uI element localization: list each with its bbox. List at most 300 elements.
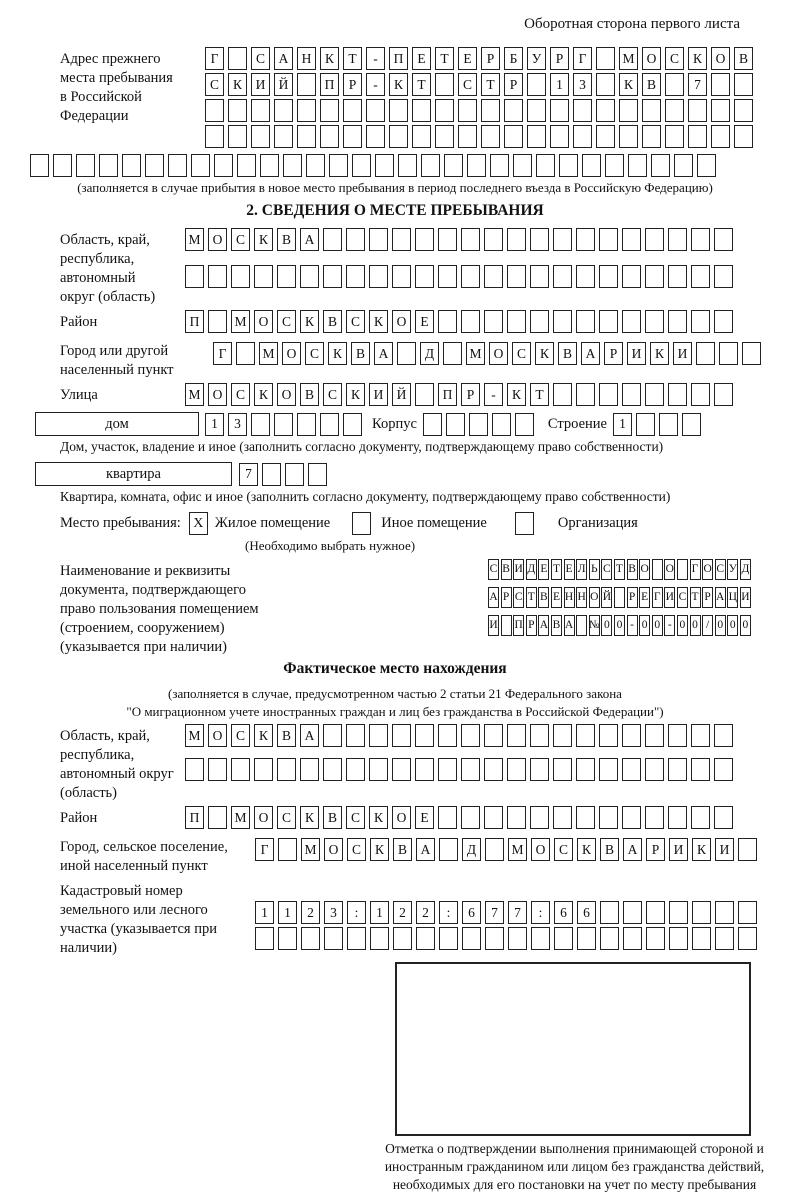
char-cell <box>346 265 365 288</box>
char-cell: А <box>300 724 319 747</box>
char-cell <box>461 228 480 251</box>
char-cell <box>228 99 247 122</box>
document-row-3 <box>488 615 752 636</box>
char-cell: К <box>650 342 669 365</box>
char-cell <box>527 73 546 96</box>
char-cell: В <box>600 838 619 861</box>
char-cell <box>251 125 270 148</box>
char-cell: 1 <box>613 413 632 436</box>
char-cell: 0 <box>690 615 701 636</box>
char-cell <box>375 154 394 177</box>
char-cell <box>527 125 546 148</box>
char-cell <box>530 265 549 288</box>
street-row <box>185 383 737 406</box>
char-cell: О <box>392 310 411 333</box>
char-cell <box>651 154 670 177</box>
cadastre-rows <box>255 901 761 953</box>
char-cell <box>389 99 408 122</box>
region-field <box>30 228 760 307</box>
char-cell <box>461 265 480 288</box>
char-cell <box>622 310 641 333</box>
char-cell <box>515 413 534 436</box>
char-cell: И <box>488 615 499 636</box>
char-cell <box>467 154 486 177</box>
char-cell: К <box>370 838 389 861</box>
char-cell: В <box>734 47 753 70</box>
char-cell: И <box>740 587 751 608</box>
char-cell: 2 <box>416 901 435 924</box>
char-cell <box>734 73 753 96</box>
residential-label: Жилое помещение <box>214 515 331 531</box>
char-cell <box>236 342 255 365</box>
char-cell: 7 <box>688 73 707 96</box>
char-cell <box>619 99 638 122</box>
char-cell <box>576 265 595 288</box>
char-cell: Р <box>702 587 713 608</box>
char-cell <box>553 758 572 781</box>
char-cell: И <box>251 73 270 96</box>
char-cell <box>435 73 454 96</box>
char-cell: Р <box>526 615 537 636</box>
char-cell <box>530 758 549 781</box>
char-cell: В <box>501 559 512 580</box>
char-cell: П <box>185 806 204 829</box>
char-cell <box>692 927 711 950</box>
char-cell <box>484 806 503 829</box>
char-cell <box>642 99 661 122</box>
char-cell <box>573 125 592 148</box>
char-cell: К <box>577 838 596 861</box>
char-cell <box>297 125 316 148</box>
char-cell: Н <box>297 47 316 70</box>
char-cell: А <box>623 838 642 861</box>
char-cell <box>191 154 210 177</box>
char-cell: О <box>489 342 508 365</box>
city-row <box>213 342 765 365</box>
char-cell <box>576 310 595 333</box>
char-cell: 1 <box>550 73 569 96</box>
char-cell <box>438 265 457 288</box>
char-cell <box>668 228 687 251</box>
char-cell <box>738 901 757 924</box>
char-cell: П <box>185 310 204 333</box>
cadastre-row-2 <box>255 927 761 950</box>
char-cell <box>507 265 526 288</box>
char-cell <box>596 47 615 70</box>
char-cell: 2 <box>393 901 412 924</box>
char-cell <box>645 265 664 288</box>
actual-city-label: Город, сельское поселение, иной населенный пункт <box>60 839 228 874</box>
char-cell: Е <box>639 587 650 608</box>
char-cell: Р <box>481 47 500 70</box>
char-cell <box>665 99 684 122</box>
char-cell: О <box>324 838 343 861</box>
char-cell <box>530 228 549 251</box>
char-cell: И <box>664 587 675 608</box>
document-row-1 <box>488 559 752 580</box>
char-cell: № <box>589 615 600 636</box>
district-field <box>30 310 760 336</box>
region-row-2 <box>185 265 737 288</box>
actual-region-row-1 <box>185 724 737 747</box>
char-cell: С <box>554 838 573 861</box>
stay-type-label: Место пребывания: <box>60 515 181 531</box>
char-cell: Р <box>550 47 569 70</box>
char-cell: Т <box>435 47 454 70</box>
char-cell <box>596 99 615 122</box>
house-type-box: дом <box>35 412 199 436</box>
char-cell <box>30 154 49 177</box>
apartment-note: Квартира, комната, офис и иное (заполнить согласно документу, подтверждающему право собственности) <box>60 489 671 504</box>
char-cell: У <box>727 559 738 580</box>
char-cell <box>323 228 342 251</box>
char-cell: / <box>702 615 713 636</box>
char-cell: В <box>642 73 661 96</box>
document-rows <box>488 559 752 639</box>
char-cell: К <box>535 342 554 365</box>
char-cell <box>696 342 715 365</box>
char-cell: 3 <box>324 901 343 924</box>
char-cell <box>576 758 595 781</box>
char-cell: С <box>715 559 726 580</box>
char-cell <box>297 99 316 122</box>
char-cell: О <box>208 724 227 747</box>
char-cell: С <box>346 310 365 333</box>
char-cell <box>412 125 431 148</box>
char-cell: В <box>558 342 577 365</box>
char-cell: К <box>619 73 638 96</box>
char-cell: Н <box>576 587 587 608</box>
char-cell: Д <box>420 342 439 365</box>
prev-address-row-2 <box>205 73 757 96</box>
char-cell: О <box>642 47 661 70</box>
char-cell: С <box>677 587 688 608</box>
char-cell <box>231 265 250 288</box>
char-cell <box>619 125 638 148</box>
char-cell <box>370 927 389 950</box>
char-cell <box>369 758 388 781</box>
char-cell <box>278 927 297 950</box>
char-cell <box>438 310 457 333</box>
actual-location-note-1: (заполняется в случае, предусмотренном частью 2 статьи 21 Федерального закона <box>168 686 622 701</box>
char-cell <box>260 154 279 177</box>
char-cell: Е <box>415 310 434 333</box>
stroenie-label: Строение <box>547 415 607 432</box>
char-cell <box>254 758 273 781</box>
char-cell <box>645 310 664 333</box>
char-cell: Г <box>573 47 592 70</box>
char-cell <box>682 413 701 436</box>
char-cell <box>393 927 412 950</box>
char-cell: А <box>538 615 549 636</box>
char-cell <box>301 927 320 950</box>
char-cell: - <box>627 615 638 636</box>
char-cell <box>711 125 730 148</box>
char-cell <box>274 413 293 436</box>
district-row <box>185 310 737 333</box>
char-cell <box>714 310 733 333</box>
char-cell <box>622 228 641 251</box>
street-field <box>30 383 760 409</box>
char-cell: 0 <box>639 615 650 636</box>
char-cell <box>550 99 569 122</box>
char-cell: Й <box>392 383 411 406</box>
cadastre-label: Кадастровый номер земельного или лесного участка (указывается при наличии) <box>60 883 217 956</box>
char-cell <box>599 383 618 406</box>
char-cell <box>99 154 118 177</box>
actual-district-row <box>185 806 737 829</box>
document-row-2 <box>488 587 752 608</box>
char-cell <box>715 927 734 950</box>
char-cell <box>285 463 304 486</box>
char-cell: Е <box>564 559 575 580</box>
region-row-1 <box>185 228 737 251</box>
char-cell: М <box>231 310 250 333</box>
char-cell <box>462 927 481 950</box>
char-cell <box>439 927 458 950</box>
house-note: Дом, участок, владение и иное (заполнить согласно документу, подтверждающему право собственности) <box>60 439 664 454</box>
char-cell: С <box>277 310 296 333</box>
char-cell: Б <box>504 47 523 70</box>
char-cell: К <box>389 73 408 96</box>
char-cell <box>484 310 503 333</box>
char-cell <box>553 383 572 406</box>
char-cell: : <box>439 901 458 924</box>
prev-address-label: Адрес прежнего места пребывания в Российской Федерации <box>60 51 173 124</box>
char-cell <box>530 310 549 333</box>
char-cell <box>320 125 339 148</box>
char-cell: 6 <box>462 901 481 924</box>
char-cell: С <box>231 228 250 251</box>
char-cell: О <box>702 559 713 580</box>
char-cell <box>251 413 270 436</box>
char-cell <box>208 758 227 781</box>
char-cell: П <box>389 47 408 70</box>
char-cell <box>352 154 371 177</box>
char-cell: Т <box>481 73 500 96</box>
char-cell <box>645 383 664 406</box>
char-cell: К <box>228 73 247 96</box>
char-cell: Т <box>412 73 431 96</box>
char-cell: С <box>305 342 324 365</box>
char-cell: Й <box>601 587 612 608</box>
char-cell: М <box>259 342 278 365</box>
actual-location-title: Фактическое место нахождения <box>283 660 507 677</box>
char-cell <box>300 758 319 781</box>
char-cell <box>484 228 503 251</box>
char-cell <box>668 724 687 747</box>
char-cell: - <box>484 383 503 406</box>
char-cell <box>576 228 595 251</box>
char-cell: Т <box>343 47 362 70</box>
char-cell <box>438 228 457 251</box>
char-cell: В <box>277 724 296 747</box>
char-cell <box>415 724 434 747</box>
char-cell <box>599 806 618 829</box>
char-cell <box>492 413 511 436</box>
char-cell <box>415 758 434 781</box>
char-cell <box>320 99 339 122</box>
char-cell: В <box>351 342 370 365</box>
char-cell: Ь <box>589 559 600 580</box>
char-cell: Е <box>538 559 549 580</box>
char-cell: 0 <box>740 615 751 636</box>
char-cell <box>458 125 477 148</box>
char-cell: Г <box>690 559 701 580</box>
char-cell: Т <box>526 587 537 608</box>
char-cell: С <box>458 73 477 96</box>
char-cell <box>577 927 596 950</box>
apartment-number-cells <box>239 463 331 486</box>
actual-region-label: Область, край, республика, автономный округ (область) <box>60 728 174 801</box>
char-cell: О <box>208 383 227 406</box>
char-cell: С <box>512 342 531 365</box>
char-cell <box>490 154 509 177</box>
street-label: Улица <box>60 387 98 403</box>
char-cell <box>122 154 141 177</box>
char-cell <box>366 99 385 122</box>
char-cell: С <box>277 806 296 829</box>
char-cell <box>628 154 647 177</box>
char-cell: К <box>300 806 319 829</box>
char-cell: Е <box>551 587 562 608</box>
char-cell <box>622 806 641 829</box>
char-cell: К <box>254 724 273 747</box>
char-cell: 3 <box>228 413 247 436</box>
char-cell <box>469 413 488 436</box>
char-cell <box>576 615 587 636</box>
region-rows <box>185 228 737 291</box>
char-cell <box>274 99 293 122</box>
char-cell <box>278 838 297 861</box>
char-cell: А <box>564 615 575 636</box>
char-cell <box>576 724 595 747</box>
organization-checkbox <box>515 512 534 535</box>
char-cell: 0 <box>677 615 688 636</box>
char-cell: - <box>366 73 385 96</box>
char-cell: А <box>300 228 319 251</box>
char-cell <box>691 310 710 333</box>
char-cell <box>392 724 411 747</box>
char-cell: О <box>392 806 411 829</box>
char-cell <box>323 265 342 288</box>
char-cell <box>669 927 688 950</box>
char-cell: М <box>231 806 250 829</box>
char-cell: К <box>320 47 339 70</box>
char-cell <box>415 228 434 251</box>
char-cell: М <box>185 724 204 747</box>
char-cell: Р <box>627 587 638 608</box>
char-cell <box>145 154 164 177</box>
char-cell <box>461 310 480 333</box>
char-cell: - <box>366 47 385 70</box>
char-cell: М <box>619 47 638 70</box>
char-cell <box>645 806 664 829</box>
char-cell: 7 <box>239 463 258 486</box>
char-cell <box>438 724 457 747</box>
char-cell: 1 <box>278 901 297 924</box>
char-cell: О <box>639 559 650 580</box>
char-cell: О <box>254 310 273 333</box>
char-cell <box>458 99 477 122</box>
char-cell <box>668 265 687 288</box>
char-cell: М <box>185 228 204 251</box>
char-cell: К <box>300 310 319 333</box>
char-cell: Е <box>415 806 434 829</box>
char-cell: К <box>254 383 273 406</box>
char-cell <box>446 413 465 436</box>
char-cell: С <box>231 383 250 406</box>
char-cell: С <box>323 383 342 406</box>
char-cell <box>691 265 710 288</box>
char-cell <box>645 758 664 781</box>
char-cell: С <box>346 806 365 829</box>
char-cell: В <box>277 228 296 251</box>
actual-district-label: Район <box>60 810 98 826</box>
char-cell <box>329 154 348 177</box>
char-cell <box>423 413 442 436</box>
char-cell: С <box>513 587 524 608</box>
char-cell <box>323 758 342 781</box>
char-cell: А <box>581 342 600 365</box>
char-cell <box>398 154 417 177</box>
char-cell <box>668 806 687 829</box>
char-cell: С <box>251 47 270 70</box>
char-cell: К <box>346 383 365 406</box>
other-premises-label: Иное помещение <box>381 515 487 531</box>
char-cell <box>599 758 618 781</box>
char-cell: : <box>531 901 550 924</box>
char-cell: Г <box>255 838 274 861</box>
char-cell <box>320 413 339 436</box>
char-cell <box>553 724 572 747</box>
char-cell <box>185 758 204 781</box>
char-cell <box>738 927 757 950</box>
char-cell <box>622 724 641 747</box>
char-cell <box>205 99 224 122</box>
char-cell <box>300 265 319 288</box>
char-cell: У <box>527 47 546 70</box>
actual-region-field <box>30 724 760 803</box>
char-cell <box>553 228 572 251</box>
char-cell <box>507 758 526 781</box>
char-cell: Д <box>526 559 537 580</box>
char-cell: В <box>627 559 638 580</box>
char-cell: С <box>347 838 366 861</box>
char-cell <box>438 806 457 829</box>
char-cell: М <box>185 383 204 406</box>
char-cell: К <box>369 310 388 333</box>
prev-address-row-3 <box>205 99 757 122</box>
apartment-row <box>35 462 760 486</box>
char-cell: М <box>508 838 527 861</box>
char-cell <box>622 265 641 288</box>
char-cell <box>530 724 549 747</box>
char-cell: 0 <box>614 615 625 636</box>
char-cell: Р <box>501 587 512 608</box>
char-cell <box>485 927 504 950</box>
char-cell <box>622 758 641 781</box>
char-cell <box>208 310 227 333</box>
char-cell <box>392 228 411 251</box>
char-cell <box>507 806 526 829</box>
char-cell <box>484 758 503 781</box>
cadastre-row-1 <box>255 901 761 924</box>
char-cell <box>343 413 362 436</box>
char-cell: С <box>488 559 499 580</box>
char-cell <box>697 154 716 177</box>
char-cell <box>668 310 687 333</box>
